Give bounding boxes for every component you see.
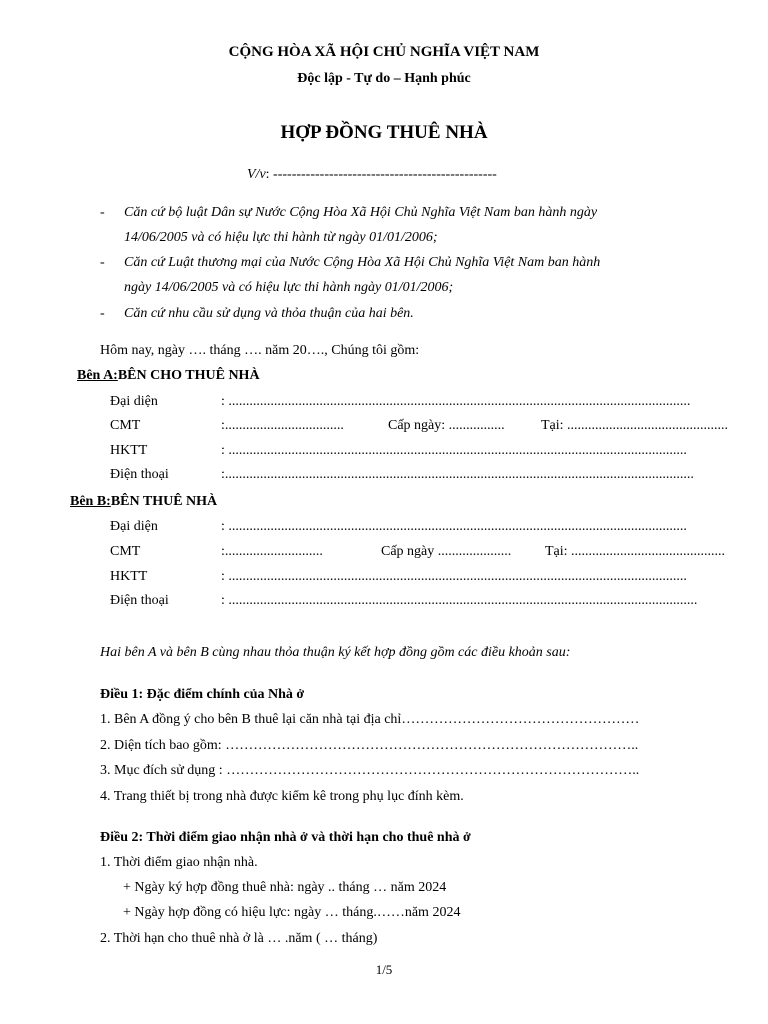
party-a-title: BÊN CHO THUÊ NHÀ xyxy=(117,368,260,383)
agreement-statement: Hai bên A và bên B cùng nhau thỏa thuận ký kết hợp đồng gồm các điều khoản sau: xyxy=(100,645,571,660)
article-2-item-2: 2. Thời hạn cho thuê nhà ở là … .năm ( … tháng) xyxy=(100,931,378,946)
dash-1: - xyxy=(100,205,105,220)
party-b-title: BÊN THUÊ NHÀ xyxy=(110,494,218,509)
party-b-id-value: :............................ xyxy=(221,544,323,559)
national-title: CỘNG HÒA XÃ HỘI CHỦ NGHĨA VIỆT NAM xyxy=(228,44,540,60)
article-2-title: Điều 2: Thời điểm giao nhận nhà ở và thời hạn cho thuê nhà ở xyxy=(100,830,471,845)
party-a-issue-date: Cấp ngày: ................ xyxy=(388,418,505,433)
party-a-residence-label: HKTT xyxy=(110,443,148,458)
party-a-rep-value: : .................................................................................................................................... xyxy=(221,394,691,409)
party-b-id-label: CMT xyxy=(110,544,141,559)
party-a-rep-label: Đại diện xyxy=(110,394,158,409)
preamble-item-1-line-1: Căn cứ bộ luật Dân sự Nước Cộng Hòa Xã Hội Chủ Nghĩa Việt Nam ban hành ngày xyxy=(124,205,598,220)
subject-value: : ------------------------------------------------ xyxy=(265,167,497,182)
party-b-rep-label: Đại diện xyxy=(110,519,158,534)
article-1-item-3: 3. Mục đích sử dụng : …………………………………………………………………………….. xyxy=(100,763,640,778)
preamble-item-1-line-2: 14/06/2005 và có hiệu lực thi hành từ ngày 01/01/2006; xyxy=(124,230,438,245)
party-b-phone-value: : ...................................................................................................................................... xyxy=(221,593,698,608)
party-b-issue-place: Tại: ............................................ xyxy=(545,544,726,559)
article-2-sub-2: + Ngày hợp đồng có hiệu lực: ngày … tháng.……năm 2024 xyxy=(123,905,461,920)
party-b-heading xyxy=(70,494,217,510)
article-2-item-1: 1. Thời điểm giao nhận nhà. xyxy=(100,855,258,870)
party-a-issue-place: Tại: .............................................. xyxy=(541,418,729,433)
party-b-residence-value: : ................................................................................................................................... xyxy=(221,569,687,584)
party-b-phone-label: Điện thoại xyxy=(110,593,169,608)
article-1-title: Điều 1: Đặc điểm chính của Nhà ở xyxy=(100,687,305,702)
party-b-issue-date: Cấp ngày ..................... xyxy=(381,544,512,559)
preamble-item-3: Căn cứ nhu cầu sử dụng và thỏa thuận của hai bên. xyxy=(124,306,414,321)
article-1-item-2: 2. Diện tích bao gồm: …………………………………………………………………………….. xyxy=(100,738,639,753)
party-a-label: Bên A: xyxy=(77,368,118,383)
party-b-rep-value: : ................................................................................................................................... xyxy=(221,519,687,534)
article-1-item-4: 4. Trang thiết bị trong nhà được kiểm kê trong phụ lục đính kèm. xyxy=(100,789,464,804)
party-b-label: Bên B: xyxy=(70,494,111,509)
party-a-phone-label: Điện thoại xyxy=(110,467,169,482)
article-1-item-1: 1. Bên A đồng ý cho bên B thuê lại căn nhà tại địa chỉ…………………………………………… xyxy=(100,712,640,727)
party-a-phone-value: :...................................................................................................................................... xyxy=(221,467,694,482)
preamble-item-2-line-1: Căn cứ Luật thương mại của Nước Cộng Hòa Xã Hội Chủ Nghĩa Việt Nam ban hành xyxy=(124,255,601,270)
subject-label: V/v xyxy=(247,167,266,182)
motto: Độc lập - Tự do – Hạnh phúc xyxy=(297,71,471,86)
preamble-item-2-line-2: ngày 14/06/2005 và có hiệu lực thi hành ngày 01/01/2006; xyxy=(124,280,454,295)
party-a-heading xyxy=(77,368,260,384)
document-title: HỢP ĐỒNG THUÊ NHÀ xyxy=(280,122,488,143)
party-b-residence-label: HKTT xyxy=(110,569,148,584)
subject-line xyxy=(247,167,497,183)
party-a-residence-value: : ................................................................................................................................... xyxy=(221,443,687,458)
article-2-sub-1: + Ngày ký hợp đồng thuê nhà: ngày .. tháng … năm 2024 xyxy=(123,880,447,895)
party-a-id-label: CMT xyxy=(110,418,141,433)
intro-line: Hôm nay, ngày …. tháng …. năm 20…., Chúng tôi gồm: xyxy=(100,343,420,358)
dash-3: - xyxy=(100,306,105,321)
page-number: 1/5 xyxy=(375,962,393,977)
dash-2: - xyxy=(100,255,105,270)
party-a-id-value: :.................................. xyxy=(221,418,344,433)
